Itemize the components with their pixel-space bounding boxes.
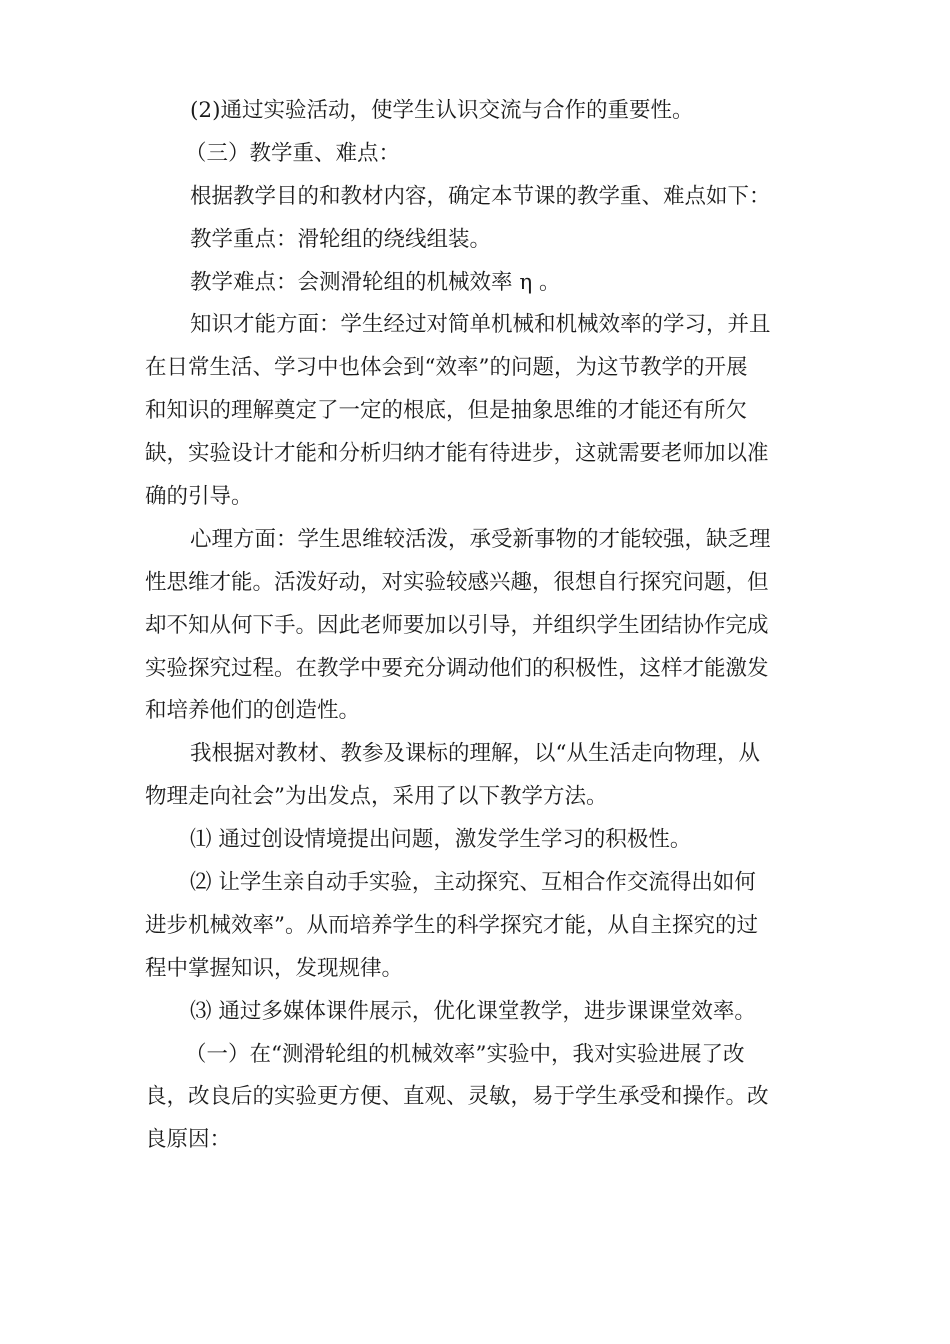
- knowledge-paragraph-line: 在日常生活、学习中也体会到“效率”的问题，为这节教学的开展: [145, 355, 748, 381]
- psychology-paragraph-line: 却不知从何下手。因此老师要加以引导，并组织学生团结协作完成: [145, 612, 769, 638]
- knowledge-paragraph-line: 缺，实验设计才能和分析归纳才能有待进步，这就需要老师加以准: [145, 441, 769, 467]
- experiment-improvement-line: 良原因：: [145, 1127, 232, 1153]
- objective-item-2: (2)通过实验活动，使学生认识交流与合作的重要性。: [190, 98, 694, 123]
- method-item-2-line: ⑵ 让学生亲自动手实验，主动探究、互相合作交流得出如何: [190, 870, 756, 896]
- knowledge-paragraph-line: 知识才能方面：学生经过对简单机械和机械效率的学习，并且: [190, 312, 771, 338]
- psychology-paragraph-line: 实验探究过程。在教学中要充分调动他们的积极性，这样才能激发: [145, 655, 769, 681]
- teaching-focus: 教学重点：滑轮组的绕线组装。: [190, 226, 492, 252]
- psychology-paragraph-line: 和培养他们的创造性。: [145, 698, 361, 724]
- experiment-improvement-line: （一）在“测滑轮组的机械效率”实验中，我对实验进展了改: [185, 1041, 745, 1067]
- method-item-1: ⑴ 通过创设情境提出问题，激发学生学习的积极性。: [190, 827, 692, 853]
- method-intro-line: 我根据对教材、教参及课标的理解，以“从生活走向物理，从: [190, 741, 760, 767]
- psychology-paragraph-line: 心理方面：学生思维较活泼，承受新事物的才能较强，缺乏理: [190, 526, 771, 552]
- method-intro-line: 物理走向社会”为出发点，采用了以下教学方法。: [145, 784, 608, 810]
- key-points-intro: 根据教学目的和教材内容，确定本节课的教学重、难点如下：: [190, 183, 771, 209]
- psychology-paragraph-line: 性思维才能。活泼好动，对实验较感兴趣，很想自行探究问题，但: [145, 569, 769, 595]
- method-item-3: ⑶ 通过多媒体课件展示，优化课堂教学，进步课课堂效率。: [190, 998, 756, 1024]
- method-item-2-line: 进步机械效率”。从而培养学生的科学探究才能，从自主探究的过: [145, 912, 758, 938]
- experiment-improvement-line: 良，改良后的实验更方便、直观、灵敏，易于学生承受和操作。改: [145, 1084, 769, 1110]
- section-heading-key-points: （三）教学重、难点：: [185, 140, 401, 166]
- method-item-2-line: 程中掌握知识，发现规律。: [145, 955, 404, 981]
- document-body: [145, 90, 805, 1162]
- knowledge-paragraph-line: 和知识的理解奠定了一定的根底，但是抽象思维的才能还有所欠: [145, 398, 748, 424]
- knowledge-paragraph-line: 确的引导。: [145, 484, 253, 510]
- teaching-difficulty: 教学难点：会测滑轮组的机械效率 η 。: [190, 269, 561, 295]
